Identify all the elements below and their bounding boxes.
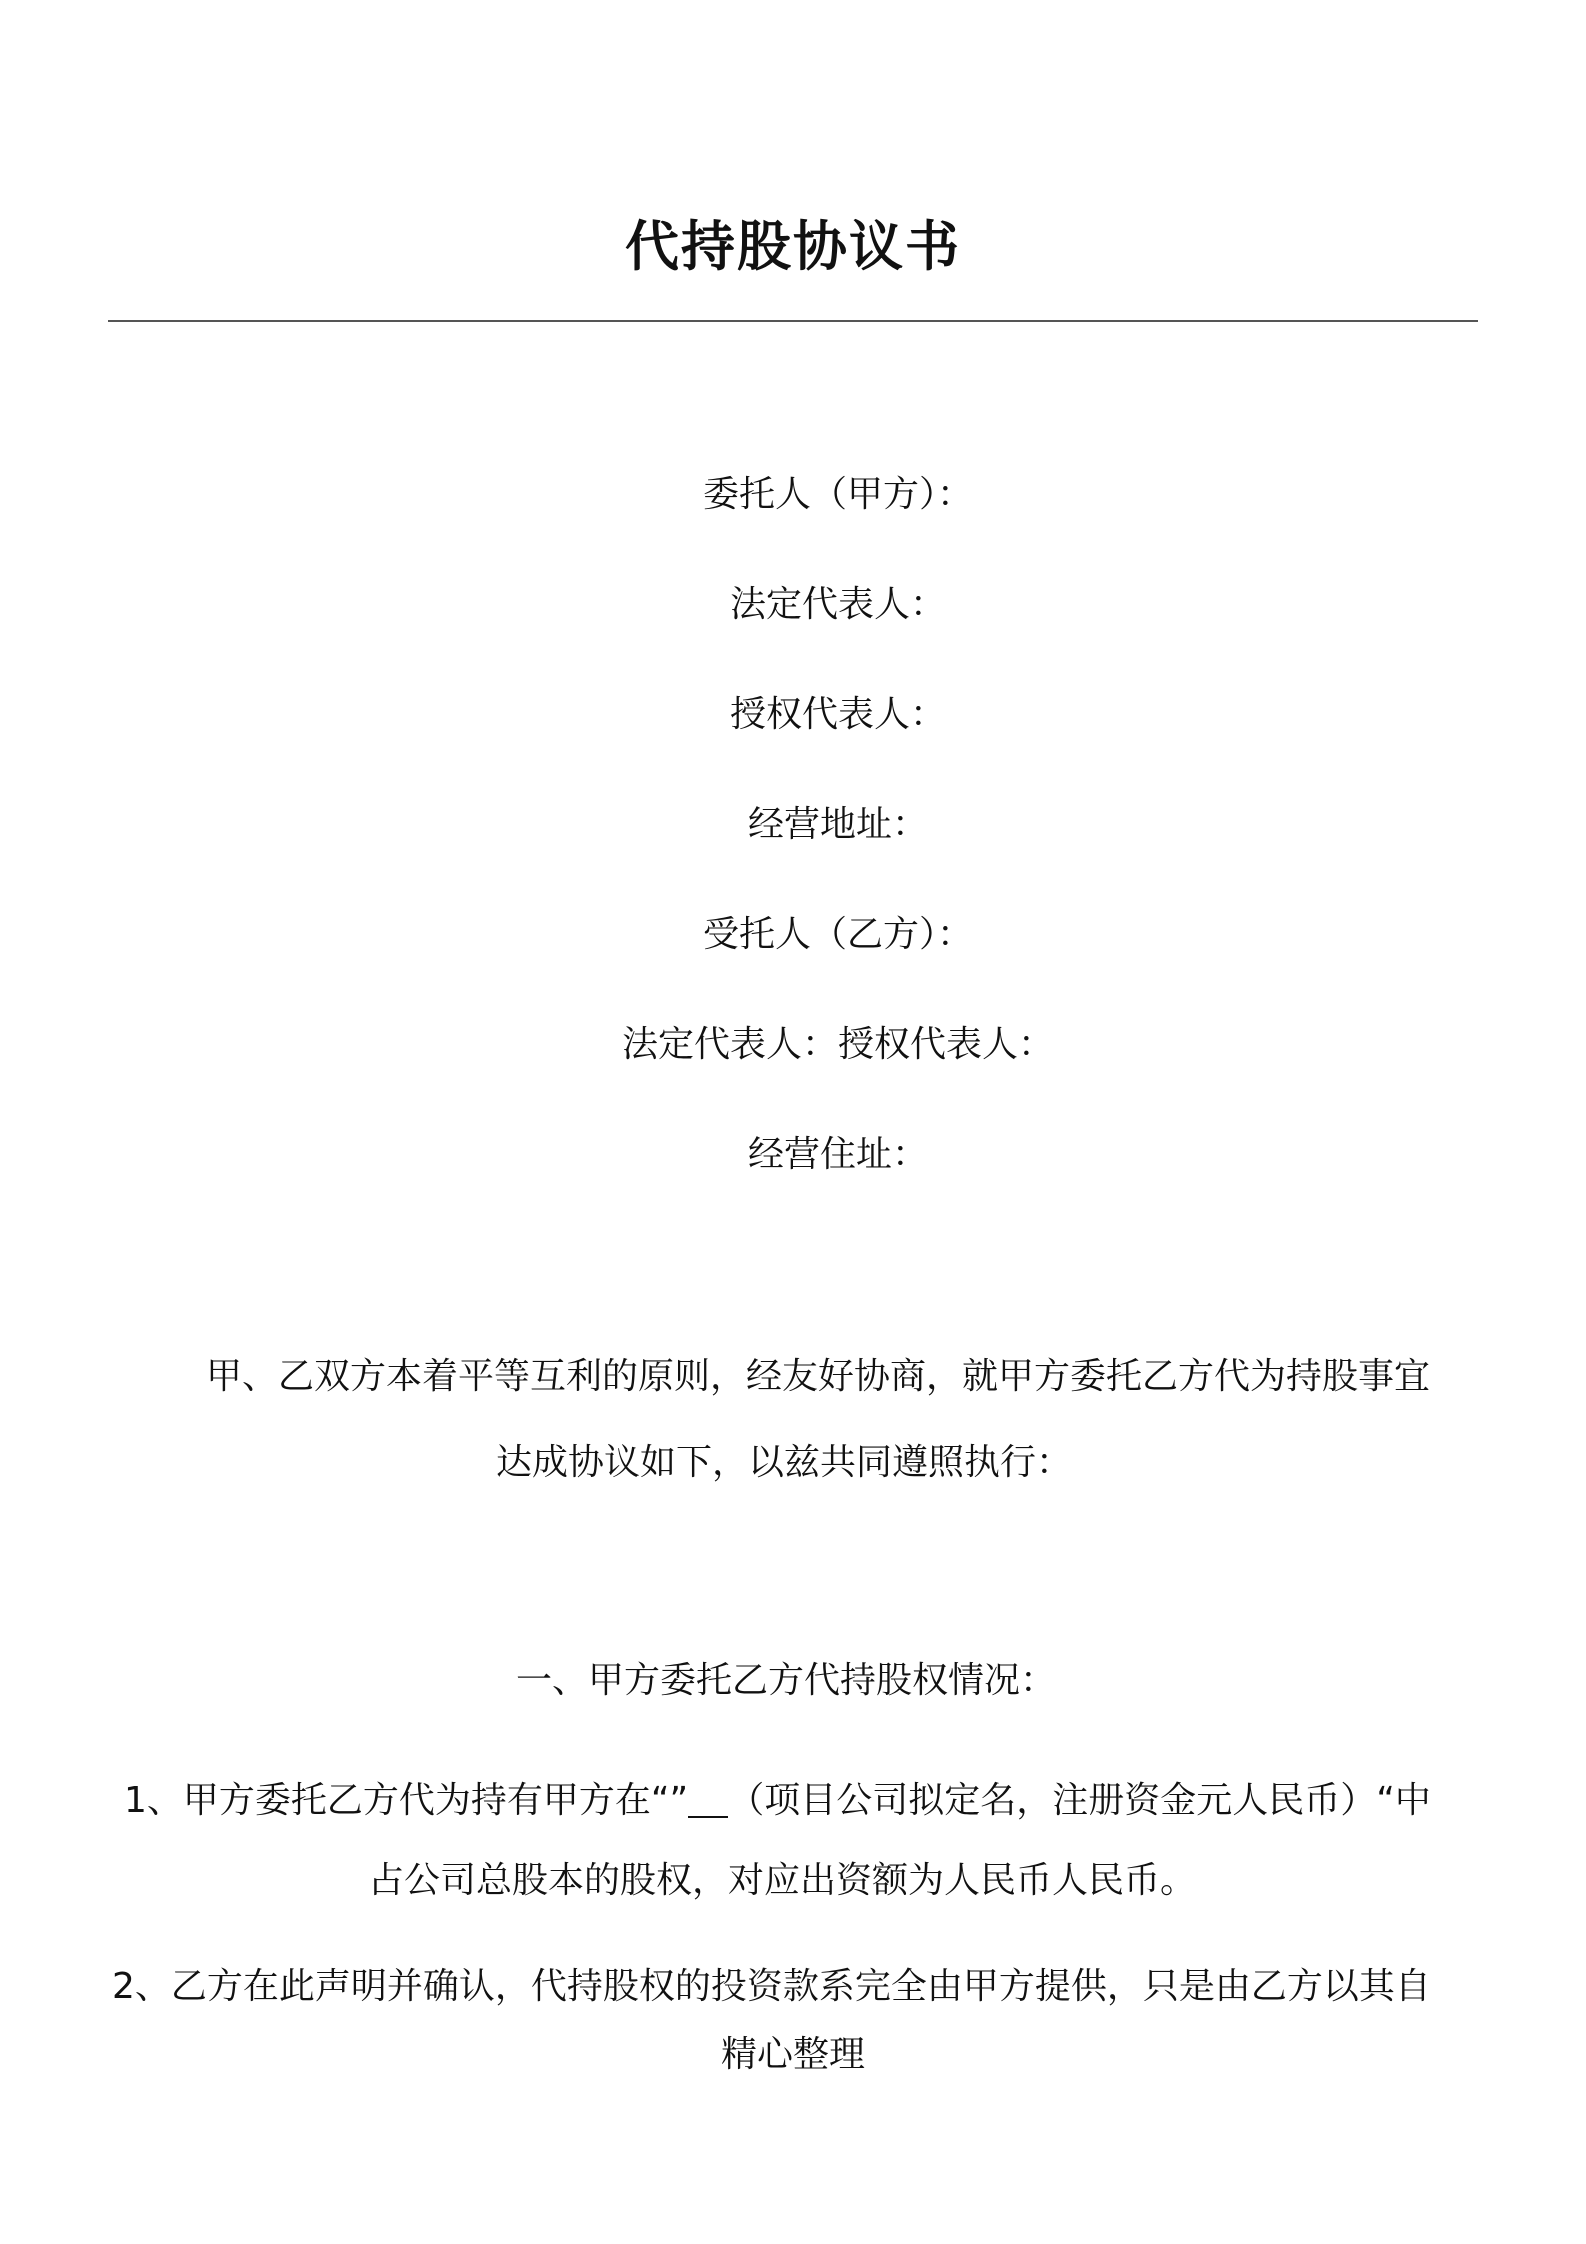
section-1-item-1-line-1: 1、甲方委托乙方代为持有甲方在“” （项目公司拟定名，注册资金元人民币）“中	[124, 1780, 1431, 1821]
footer-note: 精心整理	[720, 2034, 865, 2075]
intro-paragraph-line-2: 达成协议如下，以兹共同遵照执行：	[496, 1442, 1073, 1483]
party-b-address-label: 经营住址：	[747, 1134, 928, 1175]
intro-paragraph-line-1: 甲、乙双方本着平等互利的原则，经友好协商，就甲方委托乙方代为持股事宜	[206, 1356, 1431, 1397]
party-a-legal-rep-label: 法定代表人：	[729, 584, 946, 625]
party-a-address-label: 经营地址：	[747, 804, 928, 845]
section-1-item-2-line-1: 2、乙方在此声明并确认，代持股权的投资款系完全由甲方提供，只是由乙方以其自	[112, 1966, 1431, 2007]
section-1-item-1-line-2: 占公司总股本的股权，对应出资额为人民币人民币。	[368, 1860, 1197, 1901]
title-divider	[108, 320, 1478, 322]
party-b-reps-label: 法定代表人：授权代表人：	[621, 1024, 1054, 1065]
party-b-label: 受托人（乙方）：	[702, 914, 973, 955]
document-title: 代持股协议书	[625, 215, 961, 278]
party-a-authorized-rep-label: 授权代表人：	[729, 694, 946, 735]
section-1-heading: 一、甲方委托乙方代持股权情况：	[516, 1660, 1057, 1701]
blank-underline	[688, 1778, 728, 1818]
party-a-label: 委托人（甲方）：	[702, 474, 973, 515]
